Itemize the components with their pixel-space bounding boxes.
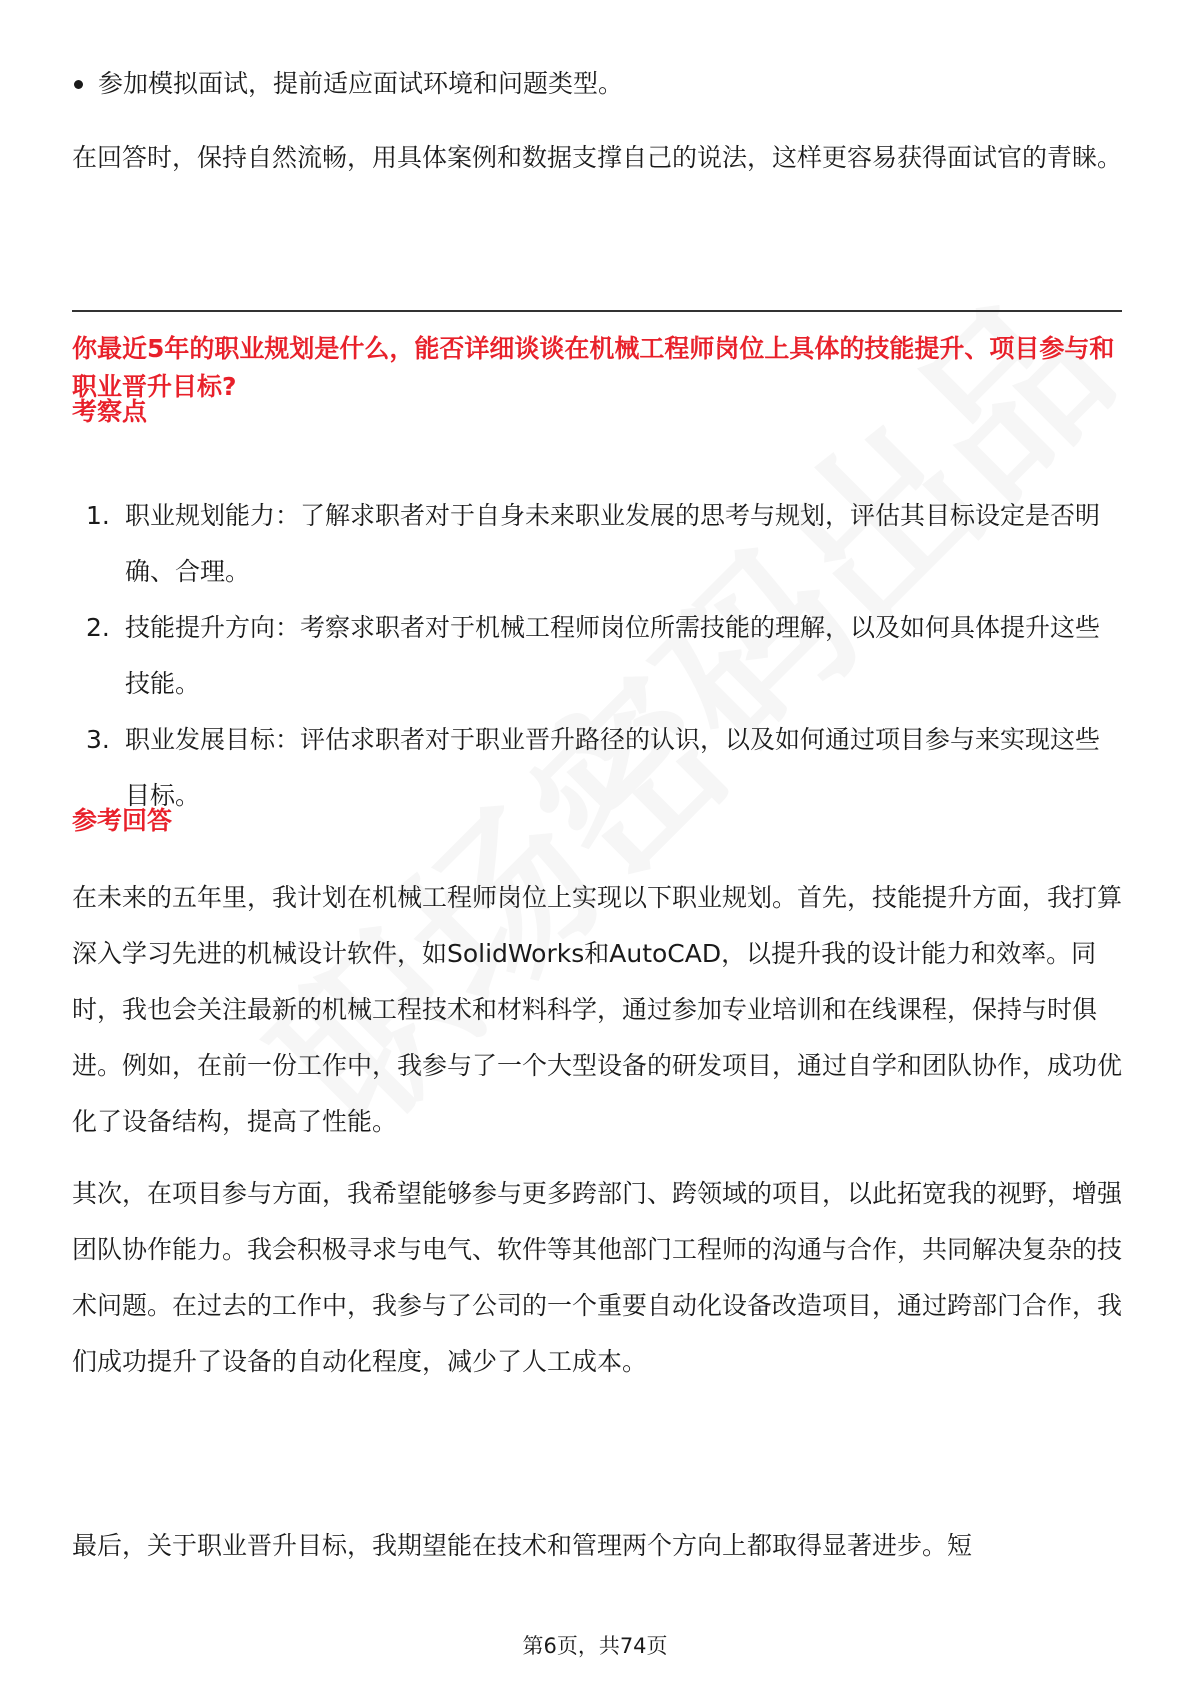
list-item [98, 56, 1108, 112]
page-footer: 第6页，共74页 [522, 1634, 668, 1658]
list-item [72, 488, 1122, 600]
intro-paragraph: 在回答时，保持自然流畅，用具体案例和数据支撑自己的说法，这样更容易获得面试官的青睐。 [72, 143, 1123, 172]
examine-points-list [72, 488, 1122, 824]
section-divider [72, 310, 1122, 312]
reference-answer-label: 参考回答 [72, 806, 173, 835]
list-item [72, 712, 1122, 824]
bullet-icon [74, 80, 83, 89]
list-item [72, 600, 1122, 712]
bullet-text: 参加模拟面试，提前适应面试环境和问题类型。 [98, 69, 624, 98]
list-number: 1. [86, 501, 110, 530]
answer-paragraph: 最后，关于职业晋升目标，我期望能在技术和管理两个方向上都取得显著进步。短 [72, 1531, 973, 1560]
list-number: 3. [86, 725, 110, 754]
list-item-text: 职业发展目标：评估求职者对于职业晋升路径的认识，以及如何通过项目参与来实现这些目标。 [125, 725, 1101, 810]
answer-paragraph: 其次，在项目参与方面，我希望能够参与更多跨部门、跨领域的项目，以此拓宽我的视野，增强团队协作能力。我会积极寻求与电气、软件等其他部门工程师的沟通与合作，共同解决复杂的技术问题。在过去的工作中，我参与了公司的一个重要自动化设备改造项目，通过跨部门合作，我们成功提升了设备的自动化程度，减少了人工成本。 [72, 1179, 1123, 1376]
list-item-text: 职业规划能力：了解求职者对于自身未来职业发展的思考与规划，评估其目标设定是否明确、合理。 [125, 501, 1101, 586]
list-number: 2. [86, 613, 110, 642]
list-item-text: 技能提升方向：考察求职者对于机械工程师岗位所需技能的理解，以及如何具体提升这些技能。 [125, 613, 1101, 698]
question-heading: 你最近5年的职业规划是什么，能否详细谈谈在机械工程师岗位上具体的技能提升、项目参与和职业晋升目标? [72, 334, 1115, 401]
answer-paragraph: 在未来的五年里，我计划在机械工程师岗位上实现以下职业规划。首先，技能提升方面，我打算深入学习先进的机械设计软件，如SolidWorks和AutoCAD，以提升我的设计能力和效率。同时，我也会关注最新的机械工程技术和材料科学，通过参加专业培训和在线课程，保持与时俱进。例如，在前一份工作中，我参与了一个大型设备的研发项目，通过自学和团队协作，成功优化了设备结构，提高了性能。 [72, 883, 1123, 1136]
examine-points-label: 考察点 [72, 397, 148, 426]
